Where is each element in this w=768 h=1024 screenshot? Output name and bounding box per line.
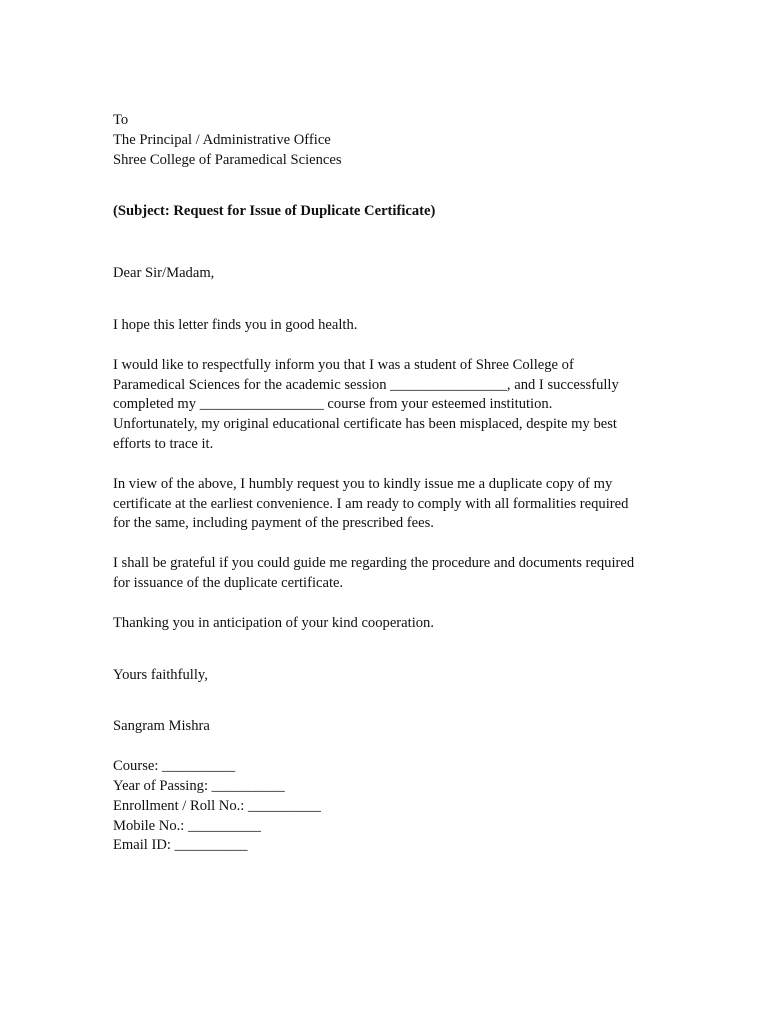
- recipient-institution: Shree College of Paramedical Sciences: [113, 151, 342, 168]
- letter-subject: (Subject: Request for Issue of Duplicate Certificate): [113, 203, 436, 220]
- paragraph-line: for the same, including payment of the prescribed fees.: [113, 515, 434, 532]
- paragraph-line: Paramedical Sciences for the academic session ________________, and I successfully: [113, 376, 619, 393]
- salutation: Dear Sir/Madam,: [113, 265, 215, 282]
- letter-body: [113, 111, 673, 856]
- paragraph-line: certificate at the earliest convenience. I am ready to comply with all formalities required: [113, 495, 629, 512]
- sender-name: Sangram Mishra: [113, 718, 210, 735]
- sender-details: [113, 757, 673, 856]
- paragraph-line: I shall be grateful if you could guide me regarding the procedure and documents required: [113, 555, 635, 572]
- detail-enrollment-roll: Enrollment / Roll No.: __________: [113, 797, 321, 814]
- paragraph-line: In view of the above, I humbly request you to kindly issue me a duplicate copy of my: [113, 475, 613, 492]
- detail-mobile: Mobile No.: __________: [113, 817, 261, 834]
- recipient-block: [113, 111, 673, 170]
- detail-email: Email ID: __________: [113, 837, 248, 854]
- paragraph-3: [113, 475, 673, 534]
- paragraph-5: [113, 614, 673, 634]
- paragraph-line: I hope this letter finds you in good health.: [113, 316, 358, 333]
- closing: Yours faithfully,: [113, 666, 208, 683]
- paragraph-4: [113, 554, 673, 594]
- paragraph-line: completed my _________________ course from your esteemed institution.: [113, 396, 553, 413]
- paragraph-line: Unfortunately, my original educational certificate has been misplaced, despite my best: [113, 416, 617, 433]
- recipient-title: The Principal / Administrative Office: [113, 131, 331, 148]
- paragraph-1: [113, 316, 673, 336]
- recipient-to: To: [113, 112, 129, 128]
- detail-course: Course: __________: [113, 758, 236, 775]
- paragraph-line: I would like to respectfully inform you that I was a student of Shree College of: [113, 356, 574, 373]
- paragraph-line: efforts to trace it.: [113, 435, 214, 452]
- paragraph-2: [113, 356, 673, 455]
- detail-year-of-passing: Year of Passing: __________: [113, 777, 285, 794]
- paragraph-line: Thanking you in anticipation of your kind cooperation.: [113, 614, 434, 631]
- paragraph-line: for issuance of the duplicate certificate.: [113, 574, 344, 591]
